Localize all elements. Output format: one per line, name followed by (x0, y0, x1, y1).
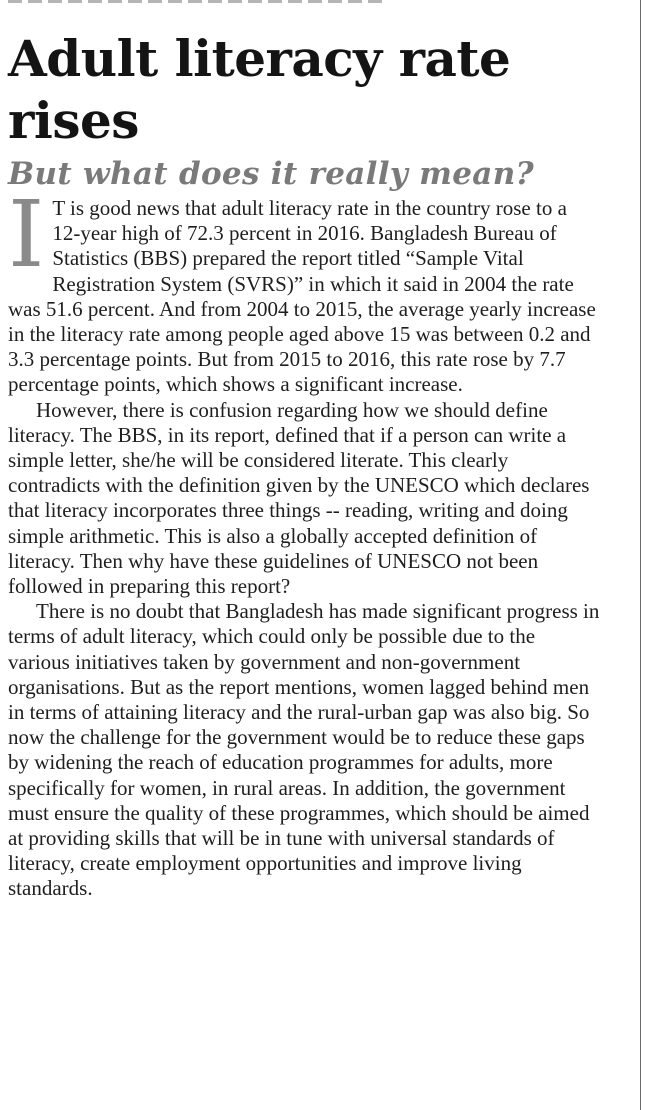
subheadline: But what does it really mean? (8, 156, 534, 192)
paragraph-1 (8, 181, 600, 398)
cropped-header-strip (8, 0, 388, 3)
column-rule (640, 0, 641, 1110)
paragraph-3: There is no doubt that Bangladesh has made significant progress in terms of adult literacy, which could only be possible due to the various initiatives taken by government and non-government organisations. But as the report mentions, women lagged behind men in terms of attaining literacy and the rural-urban gap was also big. So now the challenge for the government would be to reduce these gaps by widening the reach of education programmes for adults, more specifically for women, in rural areas. In addition, the government must ensure the quality of these programmes, which should be aimed at providing skills that will be in tune with universal standards of literacy, create employment opportunities and improve living standards. (8, 599, 600, 901)
paragraph-1-text: T is good news that adult literacy rate in the country rose to a 12-year high of 72.3 percent in 2016. Bangladesh Bureau of Statistics (BBS) prepared the report titled “Sample Vital Registration System (SVRS)” in which it said in 2004 the rate was 51.6 percent. And from 2004 to 2015, the average yearly increase in the literacy rate among people aged above 15 was between 0.2 and 3.3 percentage points. But from 2015 to 2016, this rate rose by 7.7 percentage points, which shows a significant increase. (8, 196, 596, 397)
drop-cap: I (8, 181, 45, 288)
article-body (8, 181, 600, 902)
headline: Adult literacy rate rises (8, 29, 511, 150)
paragraph-2: However, there is confusion regarding how we should define literacy. The BBS, in its report, defined that if a person can write a simple letter, she/he will be considered literate. This clearly contradicts with the definition given by the UNESCO which declares that literacy incorporates three things -- reading, writing and doing simple arithmetic. This is also a globally accepted definition of literacy. Then why have these guidelines of UNESCO not been followed in preparing this report? (8, 397, 590, 599)
editorial-article (8, 28, 600, 902)
